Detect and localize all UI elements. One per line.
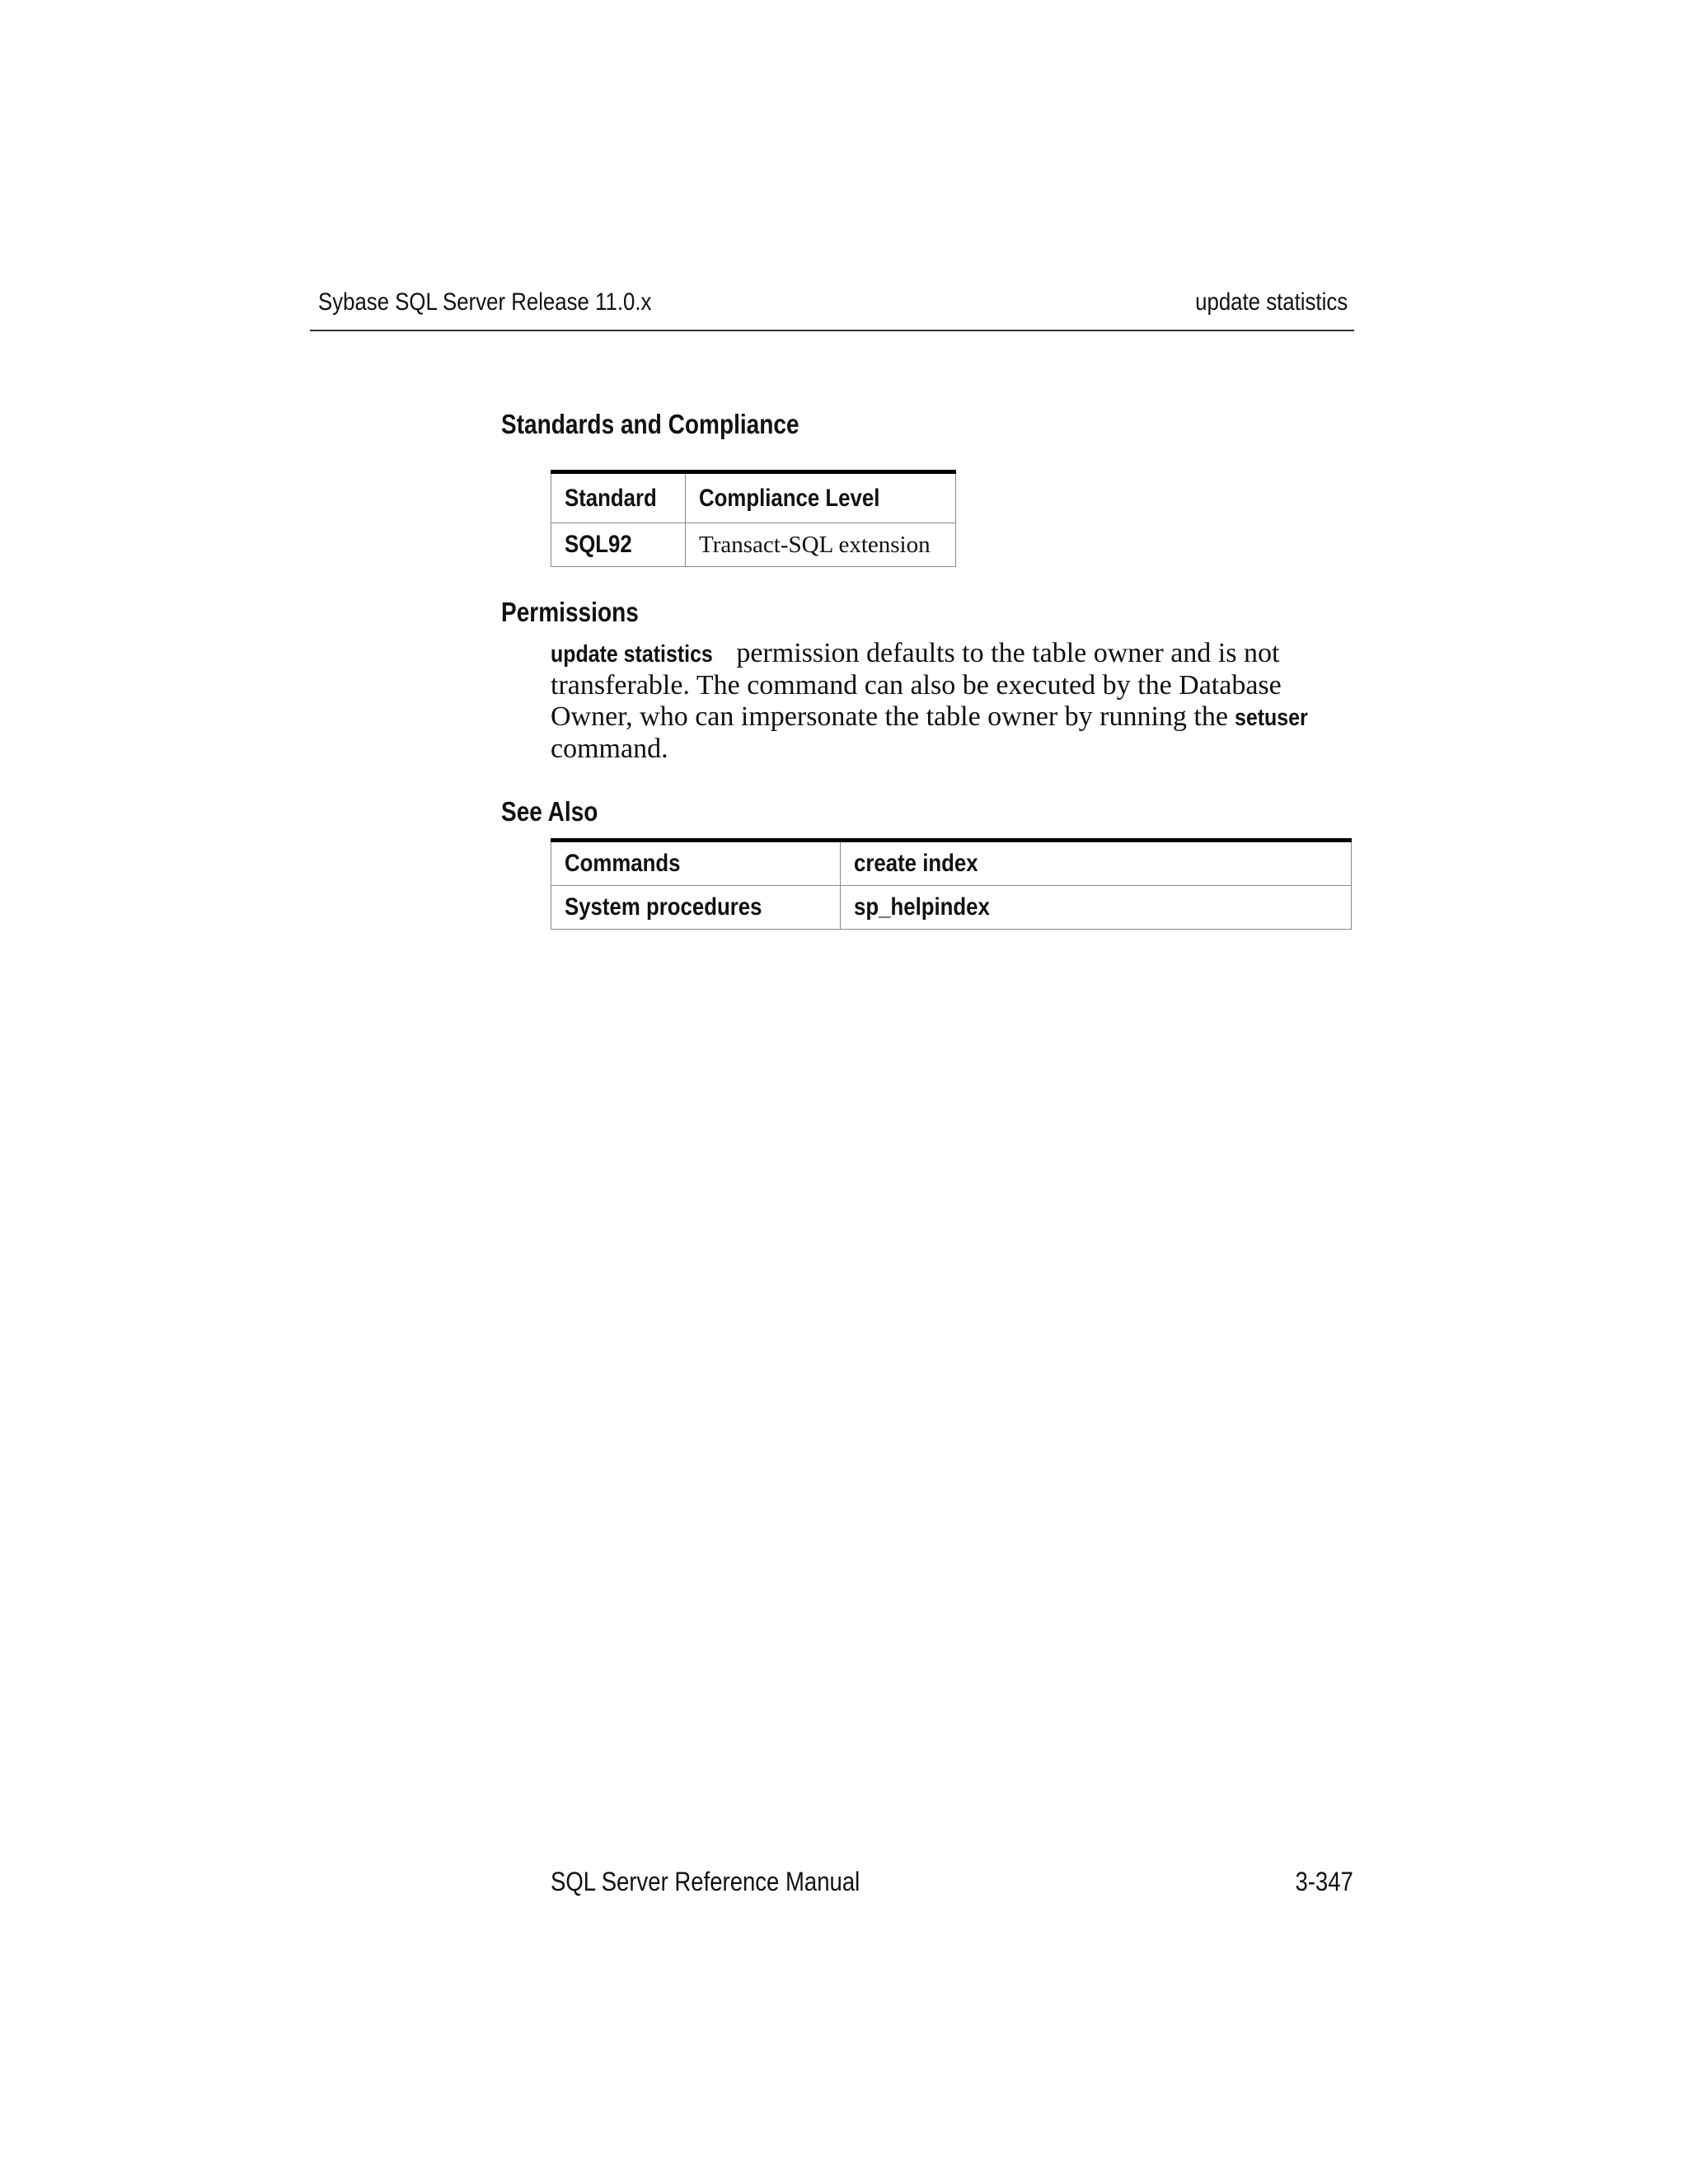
inline-command-update-statistics: update statistics [551,641,713,668]
column-header-compliance-level: Compliance Level [686,472,956,523]
permissions-text-part1: permission defaults to the table owner and is not transferable. The command can also be executed by the Database Owner, who can impersonate the table owner by running the [551,638,1282,732]
permissions-heading: Permissions [501,597,639,627]
header-section-title: update statistics [1194,288,1348,316]
table-row [551,841,1352,886]
see-also-category-cell: System procedures [551,886,841,930]
permissions-paragraph [551,638,1358,765]
footer-page-number: 3-347 [1295,1867,1353,1896]
see-also-reference-cell: create index [841,841,1352,886]
see-also-table [551,838,1352,930]
see-also-reference-cell: sp_helpindex [841,886,1352,930]
column-header-standard: Standard [551,472,686,523]
table-header-row [551,472,956,523]
table-row [551,886,1352,930]
standards-table [551,470,956,567]
permissions-text-part2: command. [551,733,668,764]
see-also-heading: See Also [501,796,598,827]
standard-cell: SQL92 [551,523,686,567]
see-also-category-cell: Commands [551,841,841,886]
inline-command-setuser: setuser [1235,705,1309,731]
footer-manual-title: SQL Server Reference Manual [551,1867,860,1896]
table-row [551,523,956,567]
compliance-level-cell: Transact-SQL extension [686,523,956,567]
page-header [310,288,1354,331]
header-release-title: Sybase SQL Server Release 11.0.x [318,288,652,316]
standards-heading: Standards and Compliance [501,409,799,439]
